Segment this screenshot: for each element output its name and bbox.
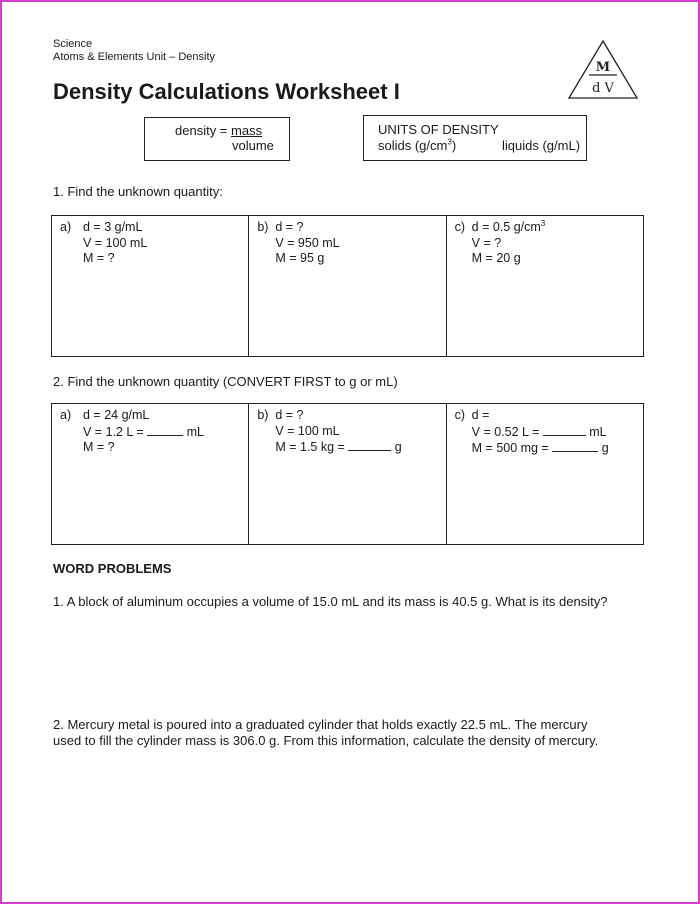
cell-label: a): [60, 408, 72, 422]
cell-line: V = 950 mL: [275, 235, 340, 250]
formula-numerator: mass: [231, 123, 263, 138]
units-liquids: liquids (g/mL): [502, 138, 581, 153]
cell-label: a): [60, 220, 72, 234]
word-problem-2-line2: used to fill the cylinder mass is 306.0 g. From this information, calculate the density of mercury.: [53, 733, 599, 748]
cell-label: b): [257, 220, 269, 234]
cell-line: M = 20 g: [471, 251, 521, 265]
cell-label: b): [257, 408, 269, 422]
page-title: Density Calculations Worksheet I: [53, 79, 400, 104]
cell-line: V = 100 mL: [275, 423, 340, 438]
section1-cell-c: [447, 216, 643, 356]
formula-lhs: density =: [175, 123, 232, 138]
section1-cell-a: [52, 216, 249, 356]
cell-line: V = ?: [471, 235, 502, 250]
units-heading: UNITS OF DENSITY: [378, 122, 499, 137]
triangle-density-volume: d V: [592, 81, 614, 96]
unit-label: Atoms & Elements Unit – Density: [53, 51, 216, 63]
section1-prompt: 1. Find the unknown quantity:: [53, 184, 223, 199]
cell-line: d = 24 g/mL: [83, 408, 150, 422]
cell-label: c): [454, 220, 466, 234]
subject-label: Science: [53, 38, 93, 50]
cell-line: V = 1.2 L = mL: [83, 424, 205, 439]
cell-label: c): [454, 408, 466, 422]
answer-blank[interactable]: [147, 424, 183, 436]
section2-grid: [51, 403, 644, 545]
density-formula-box: [144, 117, 290, 161]
cell-line: M = 1.5 kg = g: [275, 440, 402, 454]
cell-line: d = ?: [275, 220, 304, 234]
section2-cell-b: [249, 404, 446, 544]
word-problem-1: 1. A block of aluminum occupies a volume of 15.0 mL and its mass is 40.5 g. What is its density?: [53, 594, 608, 609]
cell-line: d = 0.5 $g/cm^3$: [471, 218, 546, 234]
cell-line: d =: [471, 408, 490, 422]
answer-blank[interactable]: [348, 439, 391, 451]
cell-line: M = ?: [83, 440, 115, 454]
cell-line: V = 100 mL: [83, 235, 148, 250]
formula-denominator: volume: [232, 138, 274, 153]
cell-line: d = 3 g/mL: [83, 220, 143, 234]
section2-prompt: 2. Find the unknown quantity (CONVERT FIRST to g or mL): [53, 374, 398, 389]
cell-line: V = 0.52 L = mL: [471, 424, 607, 439]
units-solids: solids $(g/cm^3)$: [378, 137, 457, 153]
cell-line: M = ?: [83, 251, 115, 265]
triangle-mass: M: [595, 60, 611, 75]
section2-cell-a: [52, 404, 249, 544]
cell-line: M = 500 mg = g: [471, 441, 609, 455]
section1-cell-b: [249, 216, 446, 356]
cell-line: d = ?: [275, 408, 304, 422]
word-problems-heading: WORD PROBLEMS: [53, 561, 172, 576]
word-problem-2-line1: 2. Mercury metal is poured into a graduated cylinder that holds exactly 22.5 mL. The mercury: [53, 717, 588, 732]
section1-grid: [51, 215, 644, 357]
units-of-density-box: [363, 115, 587, 161]
cell-line: M = 95 g: [275, 251, 325, 265]
answer-blank[interactable]: [543, 424, 586, 436]
section2-cell-c: [447, 404, 643, 544]
density-triangle-icon: [568, 40, 638, 100]
answer-blank[interactable]: [552, 440, 598, 452]
